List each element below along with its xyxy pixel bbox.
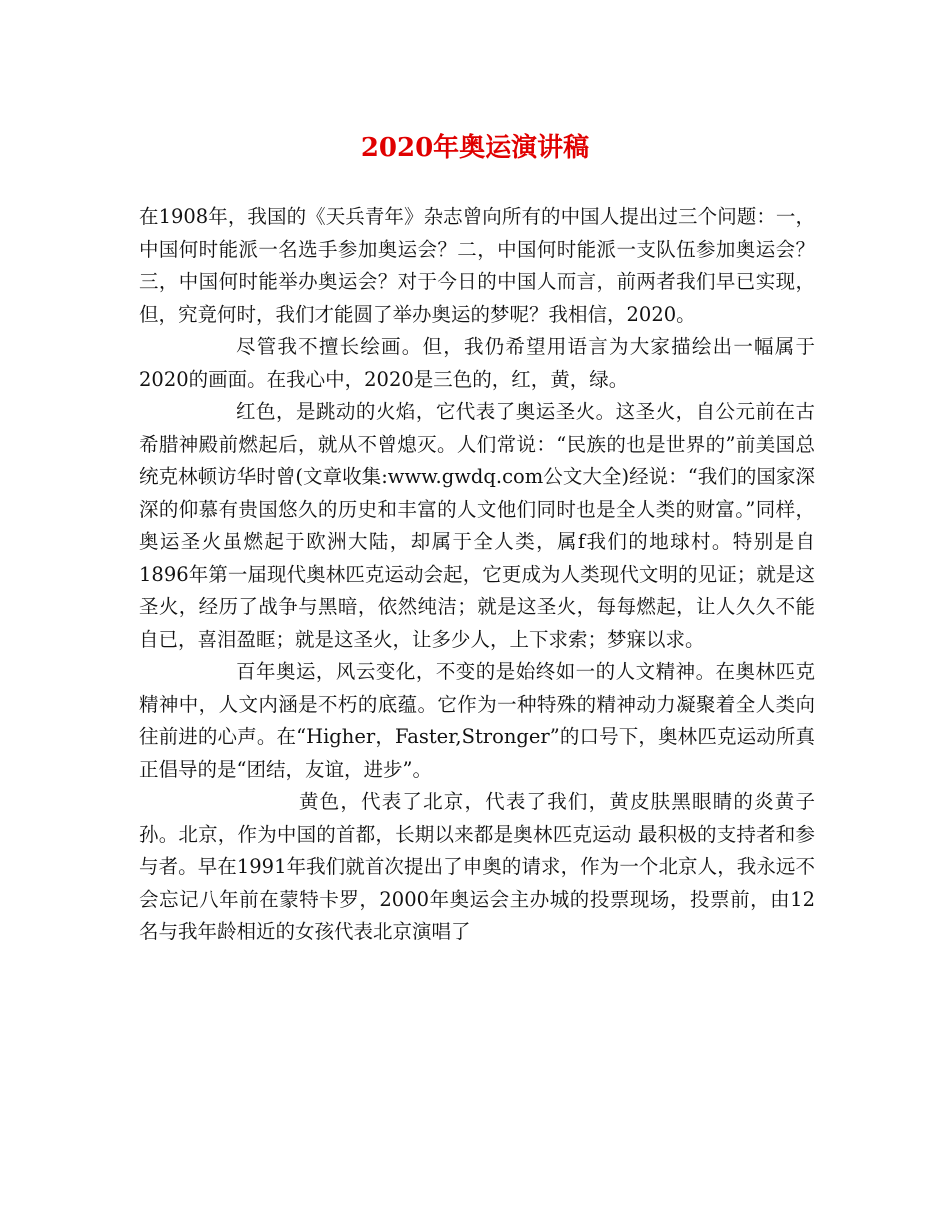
paragraph-3: 红色，是跳动的火焰，它代表了奥运圣火。这圣火，自公元前在古希腊神殿前燃起后，就从不曾熄灭。人们常说：“民族的也是世界的”前美国总统克林顿访华时曾(文章收集:www.gwdq.com公文大全)经说：“我们的国家深深的仰慕有贵国悠久的历史和丰富的人文他们同时也是全人类的财富。”同样，奥运圣火虽燃起于欧洲大陆，却属于全人类，属f我们的地球村。特别是自1896年第一届现代奥林匹克运动会起，它更成为人类现代文明的见证；就是这圣火，经历了战争与黑暗，依然纯洁；就是这圣火，每每燃起，让人久久不能自已，喜泪盈眶；就是这圣火，让多少人，上下求索；梦寐以求。 [139, 400, 815, 651]
paragraph-2: 尽管我不擅长绘画。但，我仍希望用语言为大家描绘出一幅属于2020的画面。在我心中，2020是三色的，红，黄，绿。 [139, 335, 815, 391]
paragraph-5: 黄色，代表了北京，代表了我们，黄皮肤黑眼睛的炎黄子孙。北京，作为中国的首都，长期以来都是奥林匹克运动 最积极的支持者和参与者。早在1991年我们就首次提出了申奥的请求，作为一个北京人，我永远不会忘记八年前在蒙特卡罗，2000年奥运会主办城的投票现场，投票前，由12名与我年龄相近的女孩代表北京演唱了 [139, 790, 815, 943]
paragraph-1: 在1908年，我国的《天兵青年》杂志曾向所有的中国人提出过三个问题：一，中国何时能派一名选手参加奥运会？二，中国何时能派一支队伍参加奥运会？三，中国何时能举办奥运会？对于今日的中国人而言，前两者我们早已实现，但，究竟何时，我们才能圆了举办奥运的梦呢？我相信，2020。 [139, 205, 815, 326]
paragraph-4: 百年奥运，风云变化，不变的是始终如一的人文精神。在奥林匹克精神中，人文内涵是不朽的底蕴。它作为一种特殊的精神动力凝聚着全人类向往前进的心声。在“Higher，Faster,Stronger”的口号下，奥林匹克运动所真正倡导的是“团结，友谊，进步”。 [139, 660, 815, 781]
document-title: 2020年奥运演讲稿 [360, 133, 590, 163]
document-body [139, 201, 815, 949]
